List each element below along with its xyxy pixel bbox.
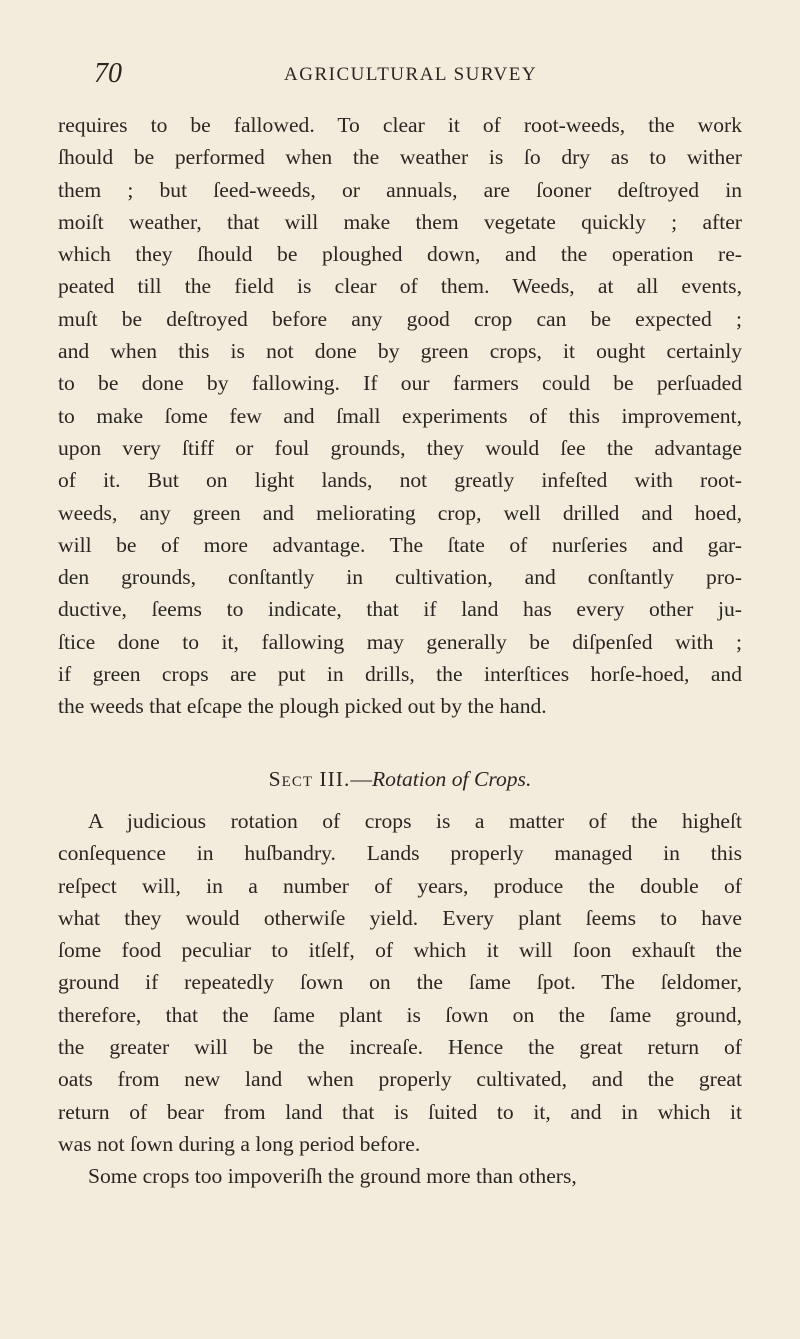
text-line: ductive, ſeems to indicate, that if land has every other ju- — [58, 597, 742, 622]
section-label: Sect III. — [268, 766, 351, 791]
text-line: peated till the field is clear of them. Weeds, at all events, — [58, 274, 742, 299]
body-text — [58, 109, 742, 1193]
text-line: to be done by fallowing. If our farmers could be perſuaded — [58, 371, 742, 396]
text-line: will be of more advantage. The ſtate of nurſeries and gar- — [58, 532, 742, 557]
text-line: the weeds that eſcape the plough picked out by the hand. — [58, 694, 547, 719]
text-line: if green crops are put in drills, the interſtices horſe-hoed, and — [58, 662, 742, 687]
text-line: requires to be fallowed. To clear it of root-weeds, the work — [58, 113, 742, 137]
text-line: ſtice done to it, fallowing may generally be diſpenſed with ; — [58, 629, 742, 654]
text-line: moiſt weather, that will make them vegetate quickly ; after — [58, 209, 742, 234]
page-header — [94, 58, 734, 92]
text-line: reſpect will, in a number of years, produce the double of — [58, 873, 742, 898]
text-line: den grounds, conſtantly in cultivation, and conſtantly pro- — [58, 565, 742, 590]
paragraph-impoverish — [58, 1160, 742, 1192]
text-line: therefore, that the ſame plant is ſown on the ſame ground, — [58, 1002, 742, 1027]
text-line: of it. But on light lands, not greatly infeſted with root- — [58, 468, 742, 493]
text-line: was not ſown during a long period before. — [58, 1131, 421, 1156]
section-heading — [58, 763, 742, 795]
text-line: muſt be deſtroyed before any good crop can be expected ; — [58, 306, 742, 331]
text-line: A judicious rotation of crops is a matter of the higheſt — [88, 808, 742, 833]
text-line: upon very ſtiff or foul grounds, they would ſee the advantage — [58, 435, 742, 460]
text-line: ſhould be performed when the weather is ſo dry as to wither — [58, 145, 742, 170]
text-line: oats from new land when properly cultivated, and the great — [58, 1067, 742, 1092]
section-dash: — — [350, 766, 372, 791]
text-line: conſequence in huſbandry. Lands properly managed in this — [58, 841, 742, 866]
page-number: 70 — [94, 58, 122, 89]
text-line: which they ſhould be ploughed down, and the operation re- — [58, 242, 742, 267]
running-head: AGRICULTURAL SURVEY — [284, 64, 538, 85]
paragraph-fallowing — [58, 109, 742, 723]
text-line: the greater will be the increaſe. Hence the great return of — [58, 1035, 742, 1060]
text-line: what they would otherwiſe yield. Every plant ſeems to have — [58, 905, 742, 930]
text-line: weeds, any green and meliorating crop, well drilled and hoed, — [58, 500, 742, 525]
text-line: to make ſome few and ſmall experiments of this improvement, — [58, 403, 742, 428]
text-line: return of bear from land that is ſuited to it, and in which it — [58, 1099, 742, 1124]
section-title: Rotation of Crops. — [371, 766, 532, 791]
text-line: Some crops too impoveriſh the ground more than others, — [88, 1164, 577, 1189]
text-line: ſome food peculiar to itſelf, of which it will ſoon exhauſt the — [58, 938, 742, 963]
text-line: and when this is not done by green crops, it ought certainly — [58, 339, 742, 364]
text-line: ground if repeatedly ſown on the ſame ſpot. The ſeldomer, — [58, 970, 742, 995]
text-line: them ; but ſeed-weeds, or annuals, are ſooner deſtroyed in — [58, 177, 742, 202]
paragraph-rotation — [58, 805, 742, 1160]
